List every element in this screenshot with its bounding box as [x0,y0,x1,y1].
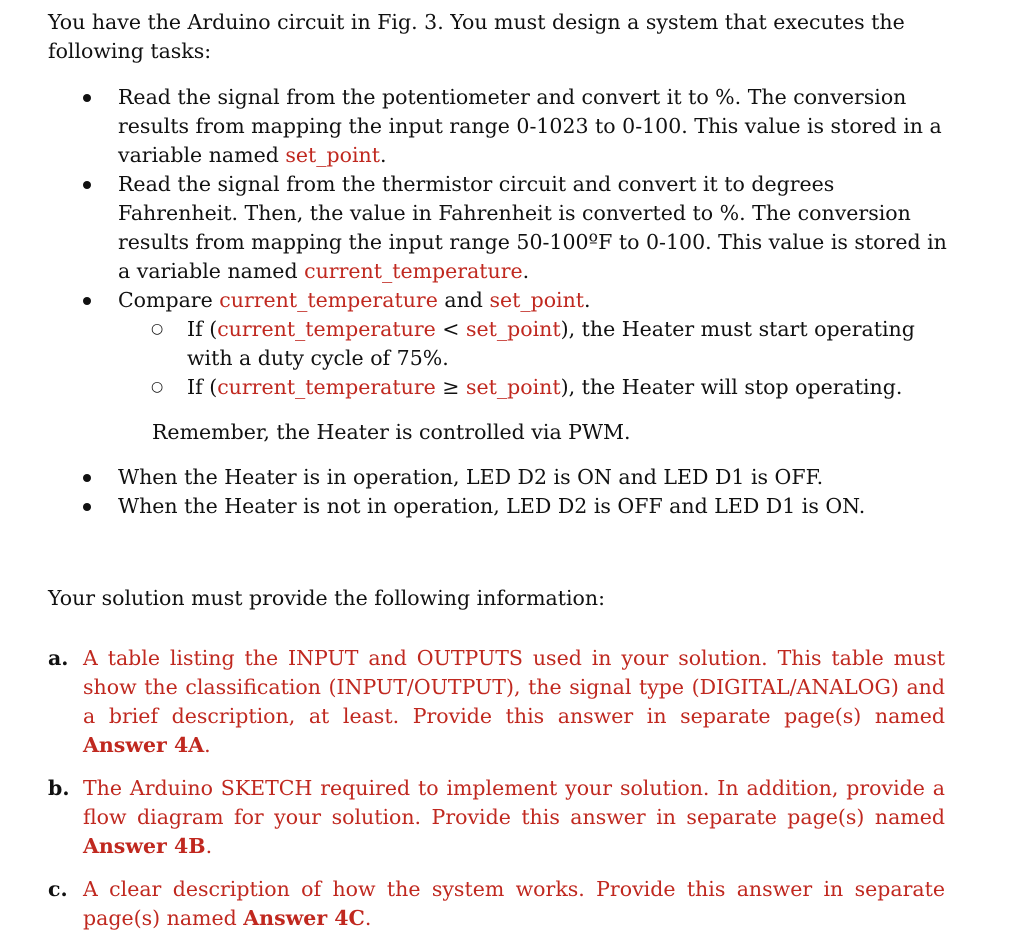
bullet-icon [83,503,91,511]
solution-heading: Your solution must provide the following information: [48,586,605,610]
list-item: When the Heater is not in operation, LED D2 is OFF and LED D1 is ON. [0,492,948,521]
bullet-icon [83,297,91,305]
answer-item: c. A clear description of how the system works. Provide this answer in separate page(s) named Answer 4C. [48,877,945,930]
circle-bullet-icon: ○ [151,379,164,395]
variable-name: current_temperature [304,259,523,283]
variable-name: current_temperature [217,375,436,399]
variable-name: set_point [285,143,380,167]
item-letter: b. [48,776,70,800]
list-item: Read the signal from the potentiometer and convert it to %. The conversion results from mapping the input range 0-1023 to 0-100. This value is stored in a variable named set_point. [0,83,948,170]
answer-item: a. A table listing the INPUT and OUTPUTS used in your solution. This table must show the classification (INPUT/OUTPUT), the signal type (DIGITAL/ANALOG) and a brief description, at least. Provide this answer in separate page(s) named Answer 4A. [48,646,945,757]
bullet-icon [83,474,91,482]
intro-paragraph: You have the Arduino circuit in Fig. 3. You must design a system that executes the following tasks: [48,10,905,63]
circle-bullet-icon: ○ [151,321,164,337]
task-list [0,83,1024,521]
item-letter: c. [48,877,68,901]
answer-name: Answer 4B [83,834,206,858]
list-item: When the Heater is in operation, LED D2 is ON and LED D1 is OFF. [0,463,948,492]
variable-name: set_point [466,375,561,399]
variable-name: current_temperature [219,288,438,312]
list-item: Read the signal from the thermistor circuit and convert it to degrees Fahrenheit. Then, the value in Fahrenheit is converted to %. The conversion results from mapping the input range 50-100ºF to 0-100. This value is stored in a variable named current_temperature. [0,170,948,286]
sub-list-item: ○ If (current_temperature ≥ set_point), the Heater will stop operating. [0,373,947,402]
answer-name: Answer 4A [83,733,205,757]
item-letter: a. [48,646,69,670]
answer-list [0,644,1024,933]
variable-name: set_point [489,288,585,312]
remember-note: Remember, the Heater is controlled via PWM. [152,420,631,444]
bullet-icon [83,94,91,102]
list-item: Compare current_temperature and set_point. [0,286,948,315]
sub-list-item: ○ If (current_temperature < set_point), the Heater must start operating with a duty cycle of 75%. [151,317,915,370]
answer-item: b. The Arduino SKETCH required to implement your solution. In addition, provide a flow diagram for your solution. Provide this answer in separate page(s) named Answer 4B. [48,776,945,858]
answer-name: Answer 4C [243,906,365,930]
bullet-icon [83,181,91,189]
variable-name: current_temperature [217,317,436,341]
variable-name: set_point [466,317,561,341]
